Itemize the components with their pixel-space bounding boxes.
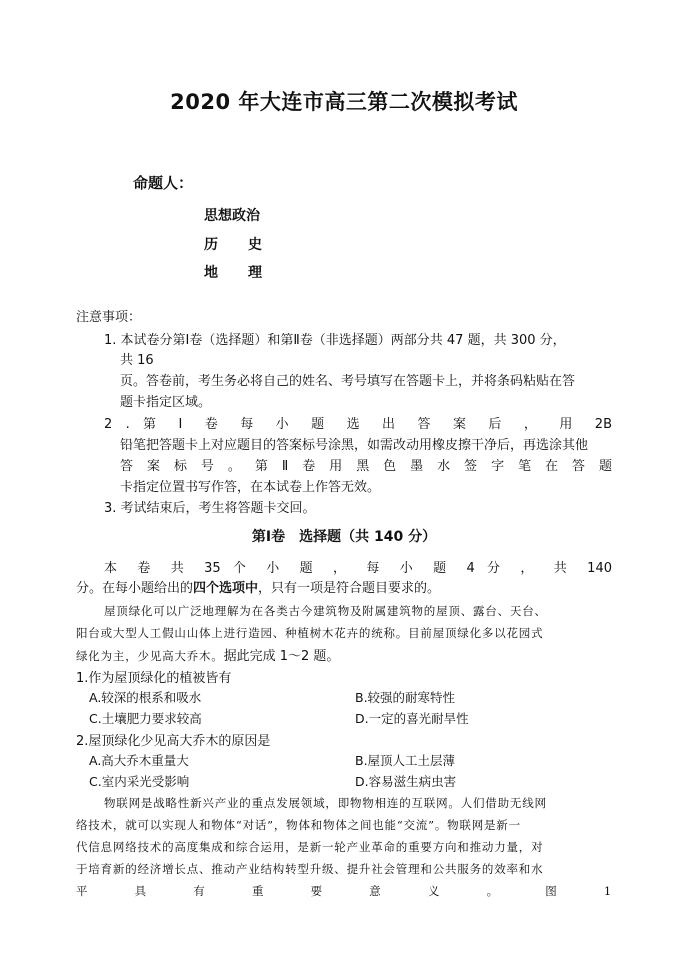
question-2-option-c: C.室内采光受影响 bbox=[89, 774, 190, 789]
question-1-option-d: D.一定的喜光耐旱性 bbox=[355, 711, 469, 726]
question-2-option-b: B.屋顶人工土层薄 bbox=[355, 753, 456, 768]
question-2-option-d: D.容易滋生病虫害 bbox=[355, 774, 457, 789]
note-1-line-1: 1. 本试卷分第Ⅰ卷（选择题）和第Ⅱ卷（非选择题）两部分共 47 题，共 300 分， bbox=[104, 333, 566, 348]
passage-2-line-4: 于培育新的经济增长点、推动产业结构转型升级、提升社会管理和公共服务的效率和水 bbox=[76, 862, 544, 876]
section-title: 第Ⅰ卷 选择题（共 140 分） bbox=[251, 529, 437, 545]
note-2-line-4: 卡指定位置书写作答，在本试卷上作答无效。 bbox=[120, 480, 381, 495]
passage-2-line-3: 代信息网络技术的高度集成和综合运用，是新一轮产业革命的重要方向和推动力量，对 bbox=[76, 840, 544, 854]
proposer-label: 命题人： bbox=[133, 174, 194, 192]
passage-1-task: 据此完成 1～2 题。 bbox=[223, 649, 340, 664]
notes-heading: 注意事项： bbox=[76, 310, 142, 325]
question-1-option-b: B.较强的耐寒特性 bbox=[355, 690, 456, 705]
note-1-line-3: 页。答卷前，考生务必将自己的姓名、考号填写在答题卡上，并将条码粘贴在答 bbox=[120, 374, 576, 389]
instructions-line-2 bbox=[76, 579, 440, 599]
exam-title: 2020 年大连市高三第二次模拟考试 bbox=[170, 90, 518, 114]
subject-name: 思想政治 bbox=[204, 208, 260, 224]
subject-politics bbox=[204, 205, 260, 225]
question-2-option-a: A.高大乔木重量大 bbox=[89, 753, 189, 768]
question-1-stem: 1.作为屋顶绿化的植被皆有 bbox=[76, 671, 232, 686]
note-2-line-1: 2 . 第 Ⅰ 卷 每 小 题 选 出 答 案 后 ， 用 2B bbox=[104, 417, 612, 432]
note-2-line-3: 答 案 标 号 。 第 Ⅱ 卷 用 黑 色 墨 水 签 字 笔 在 答 题 bbox=[120, 459, 612, 474]
instructions-line-1: 本 卷 共 35 个 小 题 ， 每 小 题 4 分 ， 共 140 bbox=[104, 561, 612, 576]
note-3: 3. 考试结束后，考生将答题卡交回。 bbox=[104, 501, 316, 516]
question-1-option-c: C.土壤肥力要求较高 bbox=[89, 711, 202, 726]
passage-2-line-1: 物联网是战略性新兴产业的重点发展领域，即物物相连的互联网。人们借助无线网 bbox=[104, 796, 547, 810]
note-2-line-2: 铅笔把答题卡上对应题目的答案标号涂黑，如需改动用橡皮擦干净后，再选涂其他 bbox=[120, 438, 589, 453]
note-1-line-2: 共 16 bbox=[120, 353, 154, 368]
question-1-option-a: A.较深的根系和吸水 bbox=[89, 690, 202, 705]
passage-1-tail: 绿化为主，少见高大乔木。 bbox=[76, 649, 224, 663]
subject-char-2: 理 bbox=[248, 265, 262, 281]
passage-1-line-1: 屋顶绿化可以广泛地理解为在各类古今建筑物及附属建筑物的屋顶、露台、天台、 bbox=[104, 604, 547, 618]
subject-geography bbox=[204, 262, 262, 282]
subject-char-2: 史 bbox=[248, 237, 262, 253]
passage-1-line-3 bbox=[76, 645, 339, 667]
subject-history bbox=[204, 234, 262, 254]
question-2-stem: 2.屋顶绿化少见高大乔木的原因是 bbox=[76, 734, 271, 749]
passage-1-line-2: 阳台或大型人工假山山体上进行造园、种植树木花卉的统称。目前屋顶绿化多以花园式 bbox=[76, 626, 544, 640]
passage-2-line-5: 平 具 有 重 要 意 义 。 图 1 bbox=[76, 884, 612, 898]
instructions-post: ，只有一项是符合题目要求的。 bbox=[258, 581, 441, 596]
subject-char-1: 地 bbox=[204, 265, 218, 281]
instructions-pre: 分。在每小题给出的 bbox=[76, 581, 194, 596]
subject-char-1: 历 bbox=[204, 237, 218, 253]
note-1-line-4: 题卡指定区域。 bbox=[120, 395, 212, 410]
passage-2-line-2: 络技术，就可以实现人和物体“对话”，物体和物体之间也能“交流”。物联网是新一 bbox=[76, 818, 521, 832]
instructions-bold: 四个选项中 bbox=[193, 581, 259, 596]
